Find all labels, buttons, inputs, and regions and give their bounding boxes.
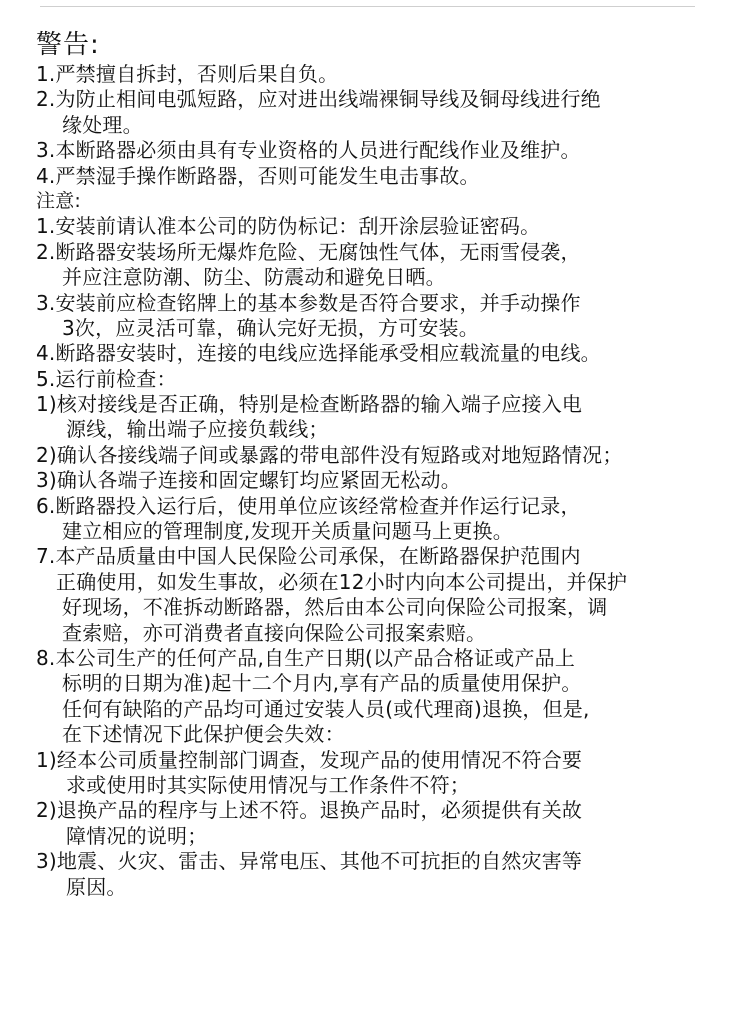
- notice-item-5-sub-2: 2)确认各接线端子间或暴露的带电部件没有短路或对地短路情况；: [36, 442, 623, 467]
- warning-item-3: 3.本断路器必须由具有专业资格的人员进行配线作业及维护。: [36, 138, 581, 163]
- document-body: [36, 30, 720, 900]
- notice-item-3: 3.安装前应检查铭牌上的基本参数是否符合要求，并手动操作: [36, 290, 581, 315]
- notice-item-6-cont: 建立相应的管理制度,发现开关质量问题马上更换。: [62, 519, 513, 544]
- warning-item-4: 4.严禁湿手操作断路器，否则可能发生电击事故。: [36, 163, 480, 188]
- notice-item-8: 8.本公司生产的任何产品,自生产日期(以产品合格证或产品上: [36, 645, 576, 670]
- warning-title: 警告:: [36, 30, 100, 60]
- notice-item-1: 1.安装前请认准本公司的防伪标记：刮开涂层验证密码。: [36, 214, 541, 239]
- notice-item-6: 6.断路器投入运行后，使用单位应该经常检查并作运行记录，: [36, 493, 581, 518]
- warning-item-1: 1.严禁擅自拆封，否则后果自负。: [36, 62, 339, 86]
- notice-item-5: 5.运行前检查：: [36, 366, 177, 391]
- notice-item-5-sub-3: 3)确认各端子连接和固定螺钉均应紧固无松动。: [36, 468, 461, 493]
- notice-item-8-sub-1: 1)经本公司质量控制部门调查，发现产品的使用情况不符合要: [36, 747, 583, 772]
- notice-item-8-sub-2: 2)退换产品的程序与上述不符。退换产品时，必须提供有关故: [36, 798, 583, 823]
- notice-item-5-sub-1-cont: 源线，输出端子应接负载线；: [66, 417, 329, 442]
- notice-title: 注意:: [36, 189, 82, 212]
- notice-item-8-sub-2-cont: 障情况的说明；: [66, 823, 208, 848]
- notice-item-8-cont-2: 任何有缺陷的产品均可通过安装人员(或代理商)退换，但是,: [62, 696, 590, 721]
- notice-item-8-sub-1-cont: 求或使用时其实际使用情况与工作条件不符；: [66, 772, 470, 797]
- notice-item-7-cont-1: 正确使用，如发生事故，必须在12小时内向本公司提出，并保护: [56, 569, 628, 594]
- notice-item-8-cont-1: 标明的日期为准)起十二个月内,享有产品的质量使用保护。: [62, 671, 582, 696]
- notice-item-2: 2.断路器安装场所无爆炸危险、无腐蚀性气体，无雨雪侵袭，: [36, 239, 581, 264]
- notice-item-2-cont: 并应注意防潮、防尘、防震动和避免日晒。: [62, 265, 446, 290]
- notice-item-8-cont-3: 在下述情况下此保护便会失效：: [62, 722, 345, 747]
- warning-item-2-cont: 缘处理。: [62, 112, 143, 137]
- warning-item-2: 2.为防止相间电弧短路，应对进出线端裸铜导线及铜母线进行绝: [36, 87, 601, 112]
- notice-item-7: 7.本产品质量由中国人民保险公司承保，在断路器保护范围内: [36, 544, 581, 569]
- top-divider: [40, 6, 695, 7]
- notice-item-5-sub-1: 1)核对接线是否正确，特别是检查断路器的输入端子应接入电: [36, 392, 583, 417]
- notice-item-3-cont: 3次，应灵活可靠，确认完好无损，方可安装。: [62, 315, 479, 340]
- notice-item-7-cont-2: 好现场，不准拆动断路器，然后由本公司向保险公司报案，调: [62, 595, 608, 620]
- notice-item-8-sub-3-cont: 原因。: [66, 874, 127, 899]
- notice-item-8-sub-3: 3)地震、火灾、雷击、异常电压、其他不可抗拒的自然灾害等: [36, 849, 583, 874]
- notice-item-4: 4.断路器安装时，连接的电线应选择能承受相应载流量的电线。: [36, 341, 601, 366]
- notice-item-7-cont-3: 查索赔，亦可消费者直接向保险公司报案索赔。: [62, 620, 487, 645]
